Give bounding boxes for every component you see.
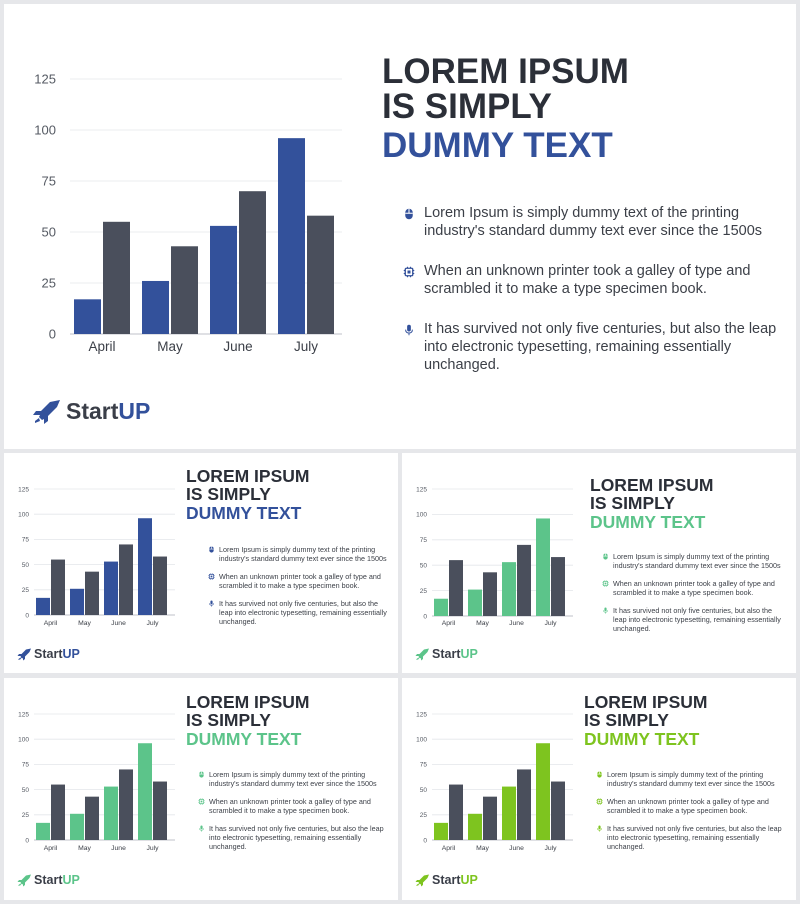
bar-series-1-may	[70, 589, 84, 615]
bar-series-1-july	[536, 743, 550, 840]
x-category-label: June	[111, 845, 126, 852]
x-category-label: May	[78, 620, 91, 627]
x-category-label: July	[146, 845, 159, 852]
heading-line-1: LOREM IPSUM	[590, 475, 714, 495]
bar-series-1-april	[434, 823, 448, 840]
bar-series-2-july	[307, 216, 334, 334]
bar-series-2-july	[551, 557, 565, 616]
y-tick-label: 0	[423, 837, 427, 845]
bar-series-1-april	[36, 823, 50, 840]
bullet-item	[596, 824, 786, 851]
y-tick-label: 100	[18, 511, 29, 519]
bar-series-1-june	[210, 226, 237, 334]
mouse-icon	[602, 553, 609, 560]
slide-heading	[584, 694, 707, 749]
y-tick-label: 125	[416, 486, 427, 494]
bar-series-2-april	[51, 560, 65, 615]
y-tick-label: 75	[41, 173, 56, 189]
brand-name-up: UP	[118, 398, 151, 424]
bar-series-1-july	[138, 743, 152, 840]
bar-series-2-may	[483, 797, 497, 840]
y-tick-label: 75	[419, 537, 427, 545]
y-tick-label: 0	[48, 326, 56, 342]
y-tick-label: 125	[18, 711, 29, 719]
y-tick-label: 25	[419, 587, 427, 595]
bar-series-2-april	[449, 785, 463, 840]
chip-icon	[602, 580, 609, 587]
slide-large-blue[interactable]	[4, 4, 796, 449]
bullet-item	[596, 797, 786, 815]
bullet-item	[198, 797, 388, 815]
x-category-label: April	[441, 620, 456, 627]
heading-line-2: IS SIMPLY	[584, 709, 669, 730]
slide-small-blue[interactable]	[4, 453, 398, 673]
bar-series-1-may	[468, 590, 482, 616]
brand-name-up: UP	[460, 873, 478, 887]
heading-line-1: LOREM IPSUM	[186, 466, 310, 486]
rocket-icon	[17, 874, 32, 887]
brand-name-up: UP	[62, 647, 80, 661]
slide-small-green-2[interactable]	[4, 678, 398, 900]
microphone-icon	[602, 607, 609, 614]
mouse-icon	[596, 771, 603, 778]
bar-series-2-june	[517, 769, 531, 840]
bar-series-1-april	[74, 299, 101, 334]
bar-series-1-june	[104, 787, 118, 840]
bullet-list	[208, 545, 393, 626]
bullet-item	[602, 606, 787, 633]
x-category-label: July	[146, 620, 159, 627]
x-category-label: July	[544, 845, 557, 852]
bar-series-1-july	[278, 138, 305, 334]
bullet-text: When an unknown printer took a galley of type and scrambled it to make a type specimen book.	[613, 579, 775, 597]
rocket-icon	[17, 648, 32, 661]
bullet-item	[403, 320, 783, 374]
y-tick-label: 0	[423, 613, 427, 621]
bar-series-1-june	[502, 787, 516, 840]
bullet-text: Lorem Ipsum is simply dummy text of the printing industry's standard dummy text ever since the 1500s	[613, 552, 781, 570]
bar-series-1-june	[104, 562, 118, 615]
y-tick-label: 50	[41, 224, 56, 240]
x-category-label: April	[43, 845, 58, 852]
brand-name-start: Start	[66, 398, 119, 424]
bullet-item	[602, 579, 787, 597]
rocket-icon	[415, 648, 430, 661]
brand-name-up: UP	[460, 647, 478, 661]
bar-series-2-june	[119, 544, 133, 615]
x-category-label: June	[509, 845, 524, 852]
bar-series-2-june	[517, 545, 531, 616]
bullet-text: Lorem Ipsum is simply dummy text of the printing industry's standard dummy text ever since the 1500s	[607, 770, 775, 788]
microphone-icon	[198, 825, 205, 832]
brand-name-start: Start	[432, 647, 461, 661]
bullet-list	[403, 204, 783, 374]
x-category-label: June	[111, 620, 126, 627]
chip-icon	[403, 266, 415, 278]
brand-logo	[415, 647, 478, 661]
bar-series-1-may	[142, 281, 169, 334]
y-tick-label: 100	[34, 122, 56, 138]
bar-series-2-may	[483, 572, 497, 616]
bullet-item	[602, 552, 787, 570]
bullet-item	[198, 770, 388, 788]
bar-series-1-april	[434, 599, 448, 616]
bullet-item	[208, 599, 393, 626]
microphone-icon	[403, 324, 415, 336]
bullet-list	[198, 770, 388, 851]
heading-line-2: IS SIMPLY	[590, 492, 675, 513]
bullet-item	[198, 824, 388, 851]
heading-line-3: DUMMY TEXT	[186, 729, 302, 749]
y-tick-label: 100	[416, 511, 427, 519]
slide-heading	[186, 694, 309, 749]
x-category-label: June	[223, 339, 253, 354]
brand-logo	[32, 398, 150, 425]
heading-line-1: LOREM IPSUM	[584, 692, 708, 712]
heading-line-1: LOREM IPSUM	[186, 692, 310, 712]
mouse-icon	[198, 771, 205, 778]
bullet-text: Lorem Ipsum is simply dummy text of the printing industry's standard dummy text ever since the 1500s	[209, 770, 377, 788]
y-tick-label: 50	[21, 786, 29, 794]
x-category-label: April	[43, 620, 58, 627]
y-tick-label: 50	[419, 562, 427, 570]
slide-heading	[590, 477, 713, 532]
mouse-icon	[208, 546, 215, 553]
y-tick-label: 25	[21, 812, 29, 820]
rocket-icon	[32, 399, 62, 425]
bar-series-1-july	[536, 518, 550, 616]
slide-small-green-1[interactable]	[402, 453, 796, 673]
x-category-label: May	[476, 845, 489, 852]
bullet-list	[602, 552, 787, 633]
bar-series-2-july	[551, 782, 565, 840]
bar-series-2-april	[103, 222, 130, 334]
bar-series-1-may	[468, 814, 482, 840]
y-tick-label: 100	[416, 736, 427, 744]
bar-series-2-june	[239, 191, 266, 334]
bar-series-2-june	[119, 769, 133, 840]
bar-series-1-june	[502, 562, 516, 616]
slide-heading	[382, 54, 629, 163]
x-category-label: June	[509, 620, 524, 627]
y-tick-label: 75	[21, 761, 29, 769]
bullet-item	[596, 770, 786, 788]
microphone-icon	[596, 825, 603, 832]
bullet-text: When an unknown printer took a galley of type and scrambled it to make a type specimen book.	[219, 572, 381, 590]
bullet-text: It has survived not only five centuries, but also the leap into electronic typesetting, remaining essentially unchanged.	[219, 599, 387, 626]
bullet-item	[208, 545, 393, 563]
slide-small-lime[interactable]	[402, 678, 796, 900]
bar-series-1-april	[36, 598, 50, 615]
heading-line-2: IS SIMPLY	[186, 709, 271, 730]
bar-series-2-july	[153, 782, 167, 840]
y-tick-label: 125	[18, 486, 29, 494]
rocket-icon	[415, 874, 430, 887]
bullet-text: It has survived not only five centuries, but also the leap into electronic typesetting, remaining essentially unchanged.	[209, 824, 384, 851]
y-tick-label: 25	[419, 812, 427, 820]
bar-series-2-may	[85, 797, 99, 840]
heading-line-3: DUMMY TEXT	[382, 126, 613, 165]
bullet-text: When an unknown printer took a galley of type and scrambled it to make a type specimen book.	[209, 797, 371, 815]
brand-name-start: Start	[34, 647, 63, 661]
bullet-text: Lorem Ipsum is simply dummy text of the printing industry's standard dummy text ever since the 1500s	[424, 205, 763, 239]
chip-icon	[596, 798, 603, 805]
y-tick-label: 50	[419, 786, 427, 794]
bar-series-1-july	[138, 518, 152, 615]
x-category-label: May	[78, 845, 91, 852]
brand-name-up: UP	[62, 873, 80, 887]
y-tick-label: 125	[416, 711, 427, 719]
bullet-text: It has survived not only five centuries, but also the leap into electronic typesetting, remaining essentially unchanged.	[613, 606, 781, 633]
microphone-icon	[208, 600, 215, 607]
y-tick-label: 0	[25, 837, 29, 845]
bullet-text: When an unknown printer took a galley of type and scrambled it to make a type specimen book.	[607, 797, 769, 815]
x-category-label: April	[88, 339, 116, 354]
x-category-label: July	[293, 339, 319, 354]
bar-series-2-july	[153, 557, 167, 615]
bullet-text: Lorem Ipsum is simply dummy text of the printing industry's standard dummy text ever since the 1500s	[219, 545, 387, 563]
brand-logo	[17, 647, 80, 661]
brand-name-start: Start	[34, 873, 63, 887]
bullet-text: It has survived not only five centuries, but also the leap into electronic typesetting, remaining essentially unchanged.	[607, 824, 782, 851]
bar-series-2-april	[449, 560, 463, 616]
bar-series-1-may	[70, 814, 84, 840]
bar-series-2-may	[85, 572, 99, 615]
heading-line-2: IS SIMPLY	[186, 483, 271, 504]
heading-line-3: DUMMY TEXT	[186, 503, 302, 523]
y-tick-label: 25	[41, 275, 56, 291]
x-category-label: May	[476, 620, 489, 627]
y-tick-label: 25	[21, 587, 29, 595]
y-tick-label: 75	[21, 536, 29, 544]
y-tick-label: 75	[419, 761, 427, 769]
bullet-list	[596, 770, 786, 851]
heading-line-3: DUMMY TEXT	[590, 512, 706, 532]
x-category-label: May	[157, 339, 183, 354]
bar-series-2-may	[171, 246, 198, 334]
x-category-label: July	[544, 620, 557, 627]
heading-line-1: LOREM IPSUM	[382, 52, 629, 91]
bullet-item	[403, 204, 783, 240]
bullet-item	[403, 262, 783, 298]
heading-line-2: IS SIMPLY	[382, 87, 552, 126]
chip-icon	[208, 573, 215, 580]
brand-logo	[17, 873, 80, 887]
y-tick-label: 0	[25, 612, 29, 620]
slide-heading	[186, 468, 309, 523]
brand-logo	[415, 873, 478, 887]
y-tick-label: 100	[18, 736, 29, 744]
chip-icon	[198, 798, 205, 805]
bar-series-2-april	[51, 785, 65, 840]
heading-line-3: DUMMY TEXT	[584, 729, 700, 749]
bullet-item	[208, 572, 393, 590]
x-category-label: April	[441, 845, 456, 852]
bullet-text: When an unknown printer took a galley of type and scrambled it to make a type specimen book.	[424, 263, 751, 297]
y-tick-label: 125	[34, 71, 56, 87]
brand-name-start: Start	[432, 873, 461, 887]
y-tick-label: 50	[21, 561, 29, 569]
bullet-text: It has survived not only five centuries, but also the leap into electronic typesetting, remaining essentially unchanged.	[424, 321, 777, 373]
mouse-icon	[403, 208, 415, 220]
